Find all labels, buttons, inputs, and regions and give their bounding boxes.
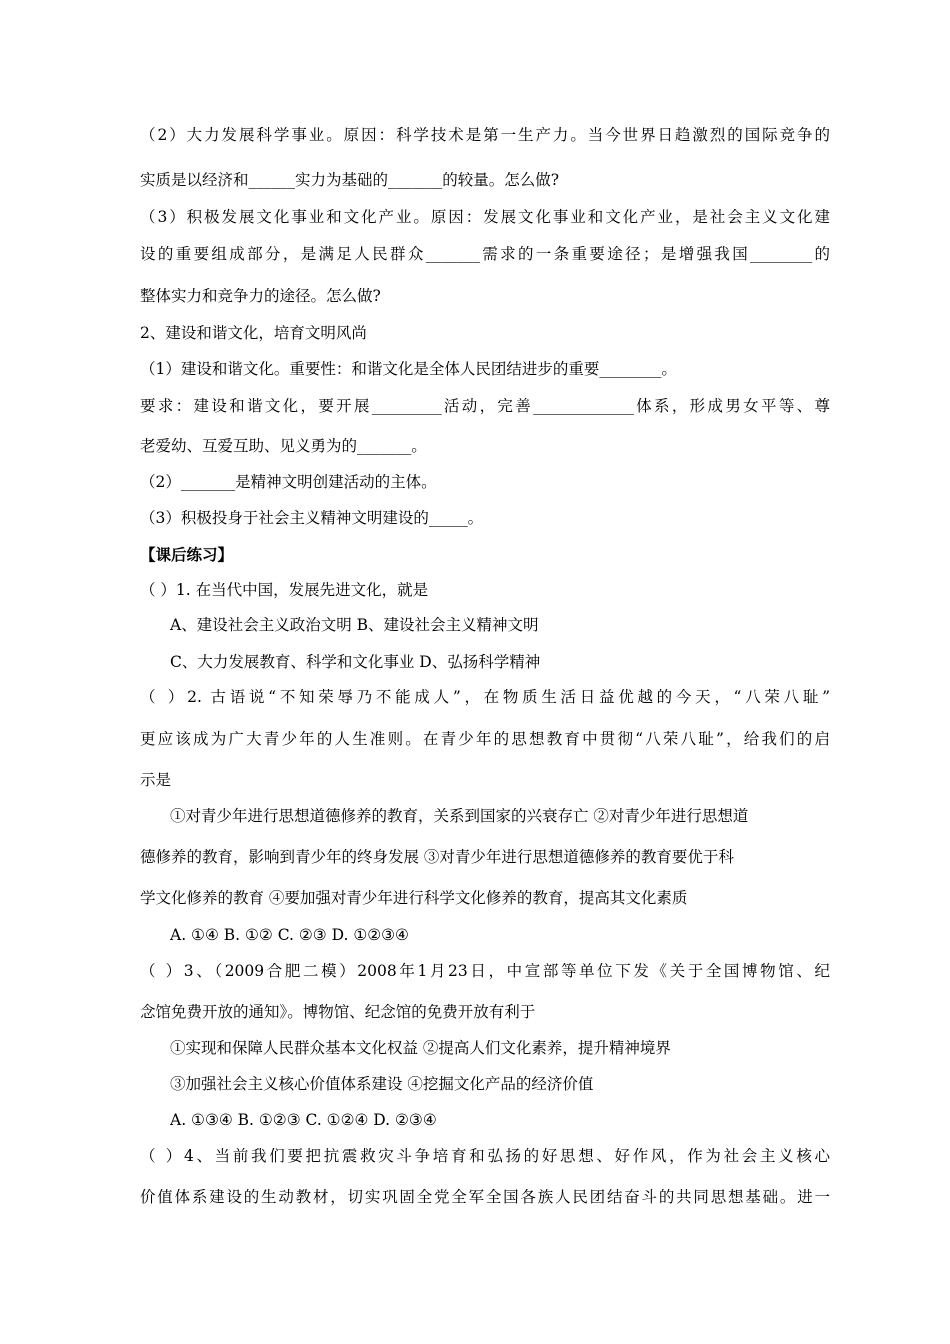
- text-line: （2）_______是精神文明创建活动的主体。: [140, 473, 437, 491]
- text-line: 设的重要组成部分，是满足人民群众_______需求的一条重要途径；是增强我国________的: [140, 245, 830, 263]
- text-line: 整体实力和竞争力的途径。怎么做?: [140, 287, 381, 305]
- text-line: 示是: [140, 771, 172, 789]
- question-3-statements: ①实现和保障人民群众基本文化权益 ②提高人们文化素养，提升精神境界: [170, 1039, 671, 1057]
- section-heading: 2、建设和谐文化，培育文明风尚: [140, 324, 367, 342]
- exercise-heading: 【课后练习】: [140, 545, 234, 564]
- text-line: （2）大力发展科学事业。原因：科学技术是第一生产力。当今世界日趋激烈的国际竞争的: [140, 126, 830, 144]
- text-line: （3）积极发展文化事业和文化产业。原因：发展文化事业和文化产业，是社会主义文化建: [140, 208, 830, 226]
- question-3-options: A. ①③④ B. ①②③ C. ①②④ D. ②③④: [170, 1111, 437, 1129]
- text-line: 要求：建设和谐文化，要开展_________活动，完善_____________体系，形成男女平等、尊: [140, 397, 830, 415]
- text-line: 念馆免费开放的通知》。博物馆、纪念馆的免费开放有利于: [140, 1003, 536, 1021]
- question-2: （ ）2. 古语说“不知荣辱乃不能成人”，在物质生活日益优越的今天，“八荣八耻”: [140, 688, 830, 706]
- text-line: （3）积极投身于社会主义精神文明建设的_____。: [140, 509, 484, 527]
- text-line: 更应该成为广大青少年的人生准则。在青少年的思想教育中贯彻“八荣八耻”，给我们的启: [140, 730, 830, 748]
- text-line: 德修养的教育，影响到青少年的终身发展 ③对青少年进行思想道德修养的教育要优于科: [140, 848, 734, 866]
- text-line: （1）建设和谐文化。重要性：和谐文化是全体人民团结进步的重要________。: [140, 360, 677, 378]
- question-4: （ ）4、当前我们要把抗震救灾斗争培育和弘扬的好思想、好作风，作为社会主义核心: [140, 1147, 830, 1165]
- text-line: 价值体系建设的生动教材，切实巩固全党全军全国各族人民团结奋斗的共同思想基础。进一: [140, 1188, 830, 1206]
- question-2-statements: ①对青少年进行思想道德修养的教育，关系到国家的兴衰存亡 ②对青少年进行思想道: [170, 807, 749, 825]
- question-2-options: A. ①④ B. ①② C. ②③ D. ①②③④: [170, 926, 409, 944]
- question-1-options-cd: C、大力发展教育、科学和文化事业 D、弘扬科学精神: [170, 653, 541, 671]
- text-line: 老爱幼、互爱互助、见义勇为的_______。: [140, 437, 427, 455]
- question-3: （ ）3、（2009合肥二模）2008年1月23日，中宣部等单位下发《关于全国博物馆、纪: [140, 962, 830, 980]
- text-line: 实质是以经济和______实力为基础的_______的较量。怎么做?: [140, 171, 560, 189]
- text-line: 学文化修养的教育 ④要加强对青少年进行科学文化修养的教育，提高其文化素质: [140, 889, 688, 907]
- question-1-options-ab: A、建设社会主义政治文明 B、建设社会主义精神文明: [170, 616, 539, 634]
- question-1: （ ）1. 在当代中国，发展先进文化，就是: [140, 581, 429, 599]
- question-3-statements: ③加强社会主义核心价值体系建设 ④挖掘文化产品的经济价值: [170, 1075, 594, 1093]
